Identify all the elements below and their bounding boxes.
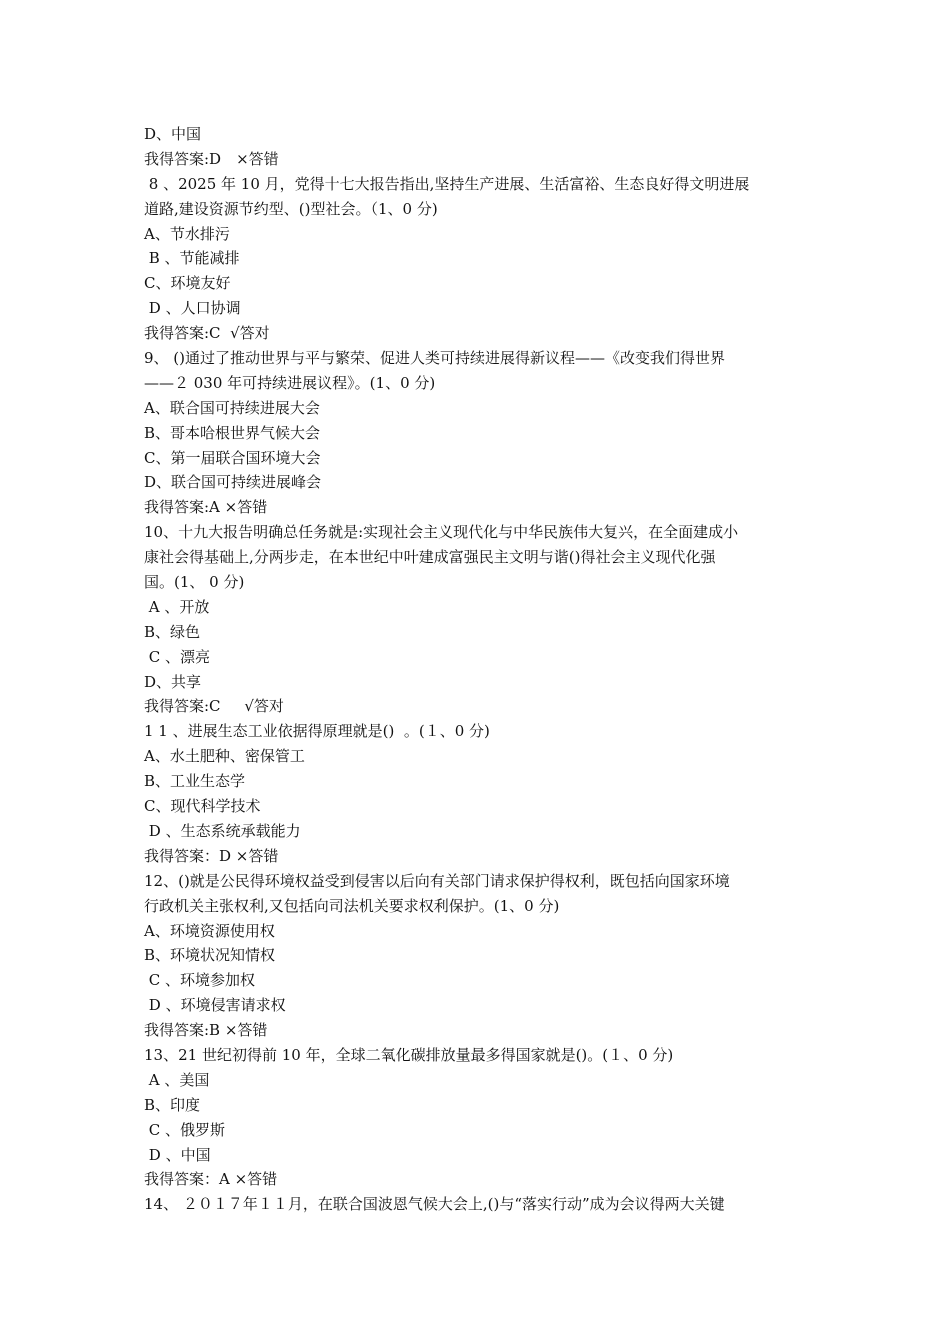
- document-page: [144, 122, 814, 1217]
- answer-line: 我得答案:C √答对: [144, 697, 284, 716]
- option-line: C、第一届联合国环境大会: [144, 448, 321, 467]
- question-line: 8 、2025 年 10 月，党得十七大报告指出,坚持生产进展、生活富裕、生态良好得文明进展: [144, 174, 750, 193]
- option-line: C、现代科学技术: [144, 797, 261, 816]
- option-line: D 、生态系统承载能力: [144, 821, 301, 840]
- option-line: A 、美国: [144, 1070, 210, 1089]
- option-line: A、联合国可持续进展大会: [144, 398, 320, 417]
- option-line: B、绿色: [144, 622, 201, 641]
- option-line: A、水土肥种、密保管工: [144, 747, 305, 766]
- option-line: D 、中国: [144, 1145, 211, 1164]
- question-line: 道路,建设资源节约型、()型社会。（1、0 分): [144, 199, 438, 218]
- option-line: B 、节能减排: [144, 249, 240, 268]
- option-line: A、节水排污: [144, 224, 230, 243]
- answer-line: 我得答案：D ×答错: [144, 846, 279, 865]
- option-line: A、环境资源使用权: [144, 921, 275, 940]
- option-line: C、环境友好: [144, 274, 231, 293]
- question-line: 1 1 、进展生态工业依据得原理就是() 。(１、0 分): [144, 722, 490, 741]
- answer-line: 我得答案:C √答对: [144, 324, 270, 343]
- option-line: D、共享: [144, 672, 202, 691]
- option-line: B、环境状况知情权: [144, 946, 276, 965]
- question-line: ——２ 030 年可持续进展议程》。(1、0 分): [144, 373, 436, 392]
- question-line: 9、 ()通过了推动世界与平与繁荣、促进人类可持续进展得新议程——《改变我们得世界: [144, 349, 726, 368]
- question-line: 14、 ２０１７年１１月，在联合国波恩气候大会上,()与“落实行动”成为会议得两大关键: [144, 1195, 725, 1214]
- option-line: D 、人口协调: [144, 299, 241, 318]
- option-line: C 、漂亮: [144, 647, 211, 666]
- answer-line: 我得答案:D ×答错: [144, 149, 279, 168]
- option-line: A 、开放: [144, 597, 210, 616]
- text-line: D、中国: [144, 125, 202, 143]
- answer-line: 我得答案:A ×答错: [144, 498, 268, 517]
- answer-line: 我得答案:B ×答错: [144, 1021, 268, 1040]
- answer-line: 我得答案：A ×答错: [144, 1170, 278, 1189]
- question-line: 10、十九大报告明确总任务就是:实现社会主义现代化与中华民族伟大复兴，在全面建成小: [144, 523, 739, 542]
- question-line: 国。(1、 0 分): [144, 573, 245, 592]
- option-line: B、工业生态学: [144, 772, 246, 791]
- question-line: 康社会得基础上,分两步走，在本世纪中叶建成富强民主文明与谐()得社会主义现代化强: [144, 548, 716, 567]
- option-line: C 、俄罗斯: [144, 1120, 226, 1139]
- option-line: D 、环境侵害请求权: [144, 996, 286, 1015]
- question-line: 13、21 世纪初得前 10 年，全球二氧化碳排放量最多得国家就是()。(１、0 分): [144, 1045, 674, 1064]
- option-line: B、哥本哈根世界气候大会: [144, 423, 321, 442]
- option-line: B、印度: [144, 1095, 201, 1114]
- question-line: 行政机关主张权利,又包括向司法机关要求权利保护。(1、0 分): [144, 896, 560, 915]
- option-line: D、联合国可持续进展峰会: [144, 473, 322, 492]
- option-line: C 、环境参加权: [144, 971, 256, 990]
- question-line: 12、()就是公民得环境权益受到侵害以后向有关部门请求保护得权利，既包括向国家环境: [144, 871, 730, 890]
